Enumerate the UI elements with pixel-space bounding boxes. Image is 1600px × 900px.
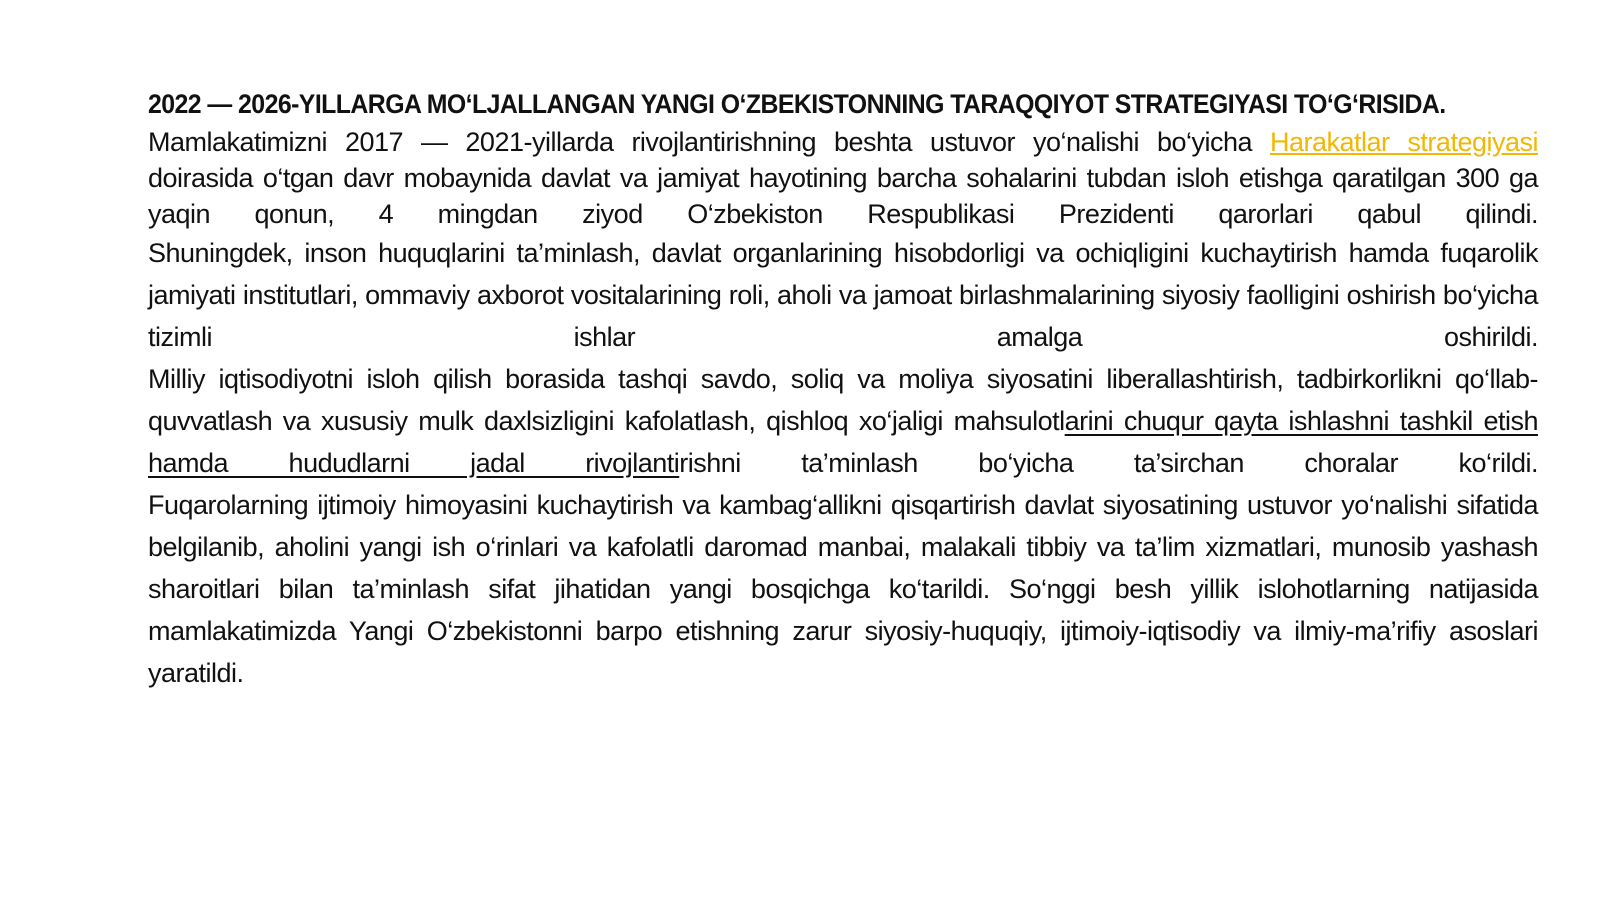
- paragraph-text: doirasida o‘tgan davr mobaynida davlat va jamiyat hayotining barcha sohalarini tubdan isloh etishga qaratilgan 300 ga yaqin qonun, 4 mingdan ziyod O‘zbekiston Respublikasi Prezidenti qarorlari qabul qilindi.: [148, 163, 1538, 229]
- paragraph-economy: [148, 358, 1538, 484]
- paragraph-social-protection: Fuqarolarning ijtimoiy himoyasini kuchaytirish va kambag‘allikni qisqartirish davlat siyosatining ustuvor yo‘nalishi sifatida belgilanib, aholini yangi ish o‘rinlari va kafolatli daromad manbai, malakali tibbiy va ta’lim xizmatlari, munosib yashash sharoitlari bilan ta’minlash sifat jihatidan yangi bosqichga ko‘tarildi. So‘nggi besh yillik islohotlarning natijasida mamlakatimizda Yangi O‘zbekistonni barpo etishning zarur siyosiy-huquqiy, ijtimoiy-iqtisodiy va ilmiy-ma’rifiy asoslari yaratildi.: [148, 490, 1538, 688]
- document-title: 2022 — 2026-YILLARGA MO‘LJALLANGAN YANGI O‘ZBEKISTONNING TARAQQIYOT STRATEGIYASI TO‘G‘RISIDA.: [148, 89, 1446, 119]
- document-body: [148, 84, 1538, 694]
- paragraph-action-strategy: [148, 124, 1538, 232]
- action-strategy-link[interactable]: Harakatlar strategiyasi: [1269, 127, 1538, 157]
- paragraph-text: Milliy iqtisodiyotni isloh qilish borasida tashqi savdo, soliq va moliya siyosatini liberallashtirish, tadbirkorlikni qo‘llab-quvvatlash va xususiy mulk daxlsizligini kafolatlash, qishloq xo‘jaligi mahsulotl: [148, 364, 1538, 436]
- paragraph-text: rishni ta’minlash bo‘yicha ta’sirchan choralar ko‘rildi.: [679, 448, 1538, 478]
- paragraph-human-rights: Shuningdek, inson huquqlarini ta’minlash, davlat organlarining hisobdorligi va ochiqligini kuchaytirish hamda fuqarolik jamiyati institutlari, ommaviy axborot vositalarining roli, aholi va jamoat birlashmalarining siyosiy faolligini oshirish bo‘yicha tizimli ishlar amalga oshirildi.: [148, 238, 1538, 352]
- paragraph-text: Mamlakatimizni 2017 — 2021-yillarda rivojlantirishning beshta ustuvor yo‘nalishi bo‘yicha: [148, 127, 1270, 157]
- underlined-text: arini chuqur qayta ishlashni tashkil etish hamda hududlarni jadal rivojlanti: [148, 406, 1538, 478]
